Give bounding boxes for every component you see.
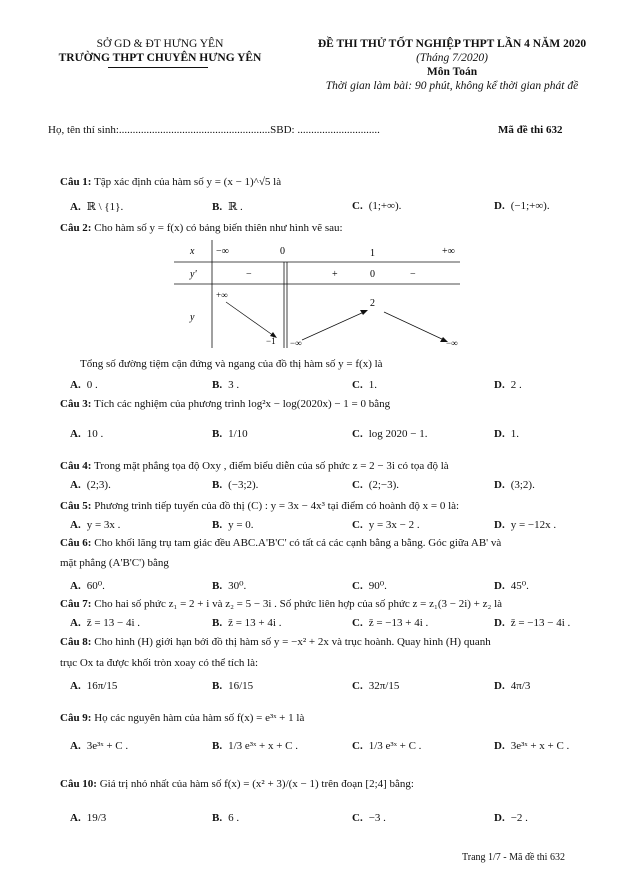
question-9: Câu 9: Họ các nguyên hàm của hàm số f(x) = e³ˣ + 1 là xyxy=(60,712,305,724)
question-7: Câu 7: Cho hai số phức z₁ = 2 + i và z₂ = 5 − 3i . Số phức liên hợp của số phức z = z₁(3 − 2i) + z₂ là xyxy=(60,598,503,610)
table-y-val-0: +∞ xyxy=(216,290,228,300)
q4-option-c[interactable]: C. (2;−3). xyxy=(352,479,400,491)
candidate-info: Họ, tên thí sinh:.......................................................SBD: .............................. xyxy=(48,124,380,136)
exam-title: ĐỀ THI THỬ TỐT NGHIỆP THPT LẦN 4 NĂM 2020 xyxy=(317,38,587,50)
exam-code: Mã đề thi 632 xyxy=(498,124,563,136)
page-footer: Trang 1/7 - Mã đề thi 632 xyxy=(462,852,565,863)
q3-option-b[interactable]: B. 1/10 xyxy=(212,428,248,440)
q5-option-d[interactable]: D. y = −12x . xyxy=(494,519,557,531)
q10-option-d[interactable]: D. −2 . xyxy=(494,812,528,824)
q10-option-a[interactable]: A. 19/3 xyxy=(70,812,107,824)
q4-option-d[interactable]: D. (3;2). xyxy=(494,479,535,491)
q10-option-b[interactable]: B. 6 . xyxy=(212,812,240,824)
q3-option-d[interactable]: D. 1. xyxy=(494,428,519,440)
question-4: Câu 4: Trong mặt phẳng tọa độ Oxy , điểm biểu diễn của số phức z = 2 − 3i có tọa độ là xyxy=(60,460,449,472)
q1-option-c[interactable]: C. (1;+∞). xyxy=(352,200,402,212)
q9-option-b[interactable]: B. 1/3 e³ˣ + x + C . xyxy=(212,740,299,752)
q9-option-a[interactable]: A. 3e³ˣ + C . xyxy=(70,740,129,752)
question-8: Câu 8: Cho hình (H) giới hạn bởi đồ thị hàm số y = −x² + 2x và trục hoành. Quay hình (H) quanh xyxy=(60,636,491,648)
table-x-val-1: 0 xyxy=(280,246,285,257)
question-6-line2: mặt phẳng (A'B'C') bằng xyxy=(60,557,169,569)
q7-option-c[interactable]: C. z̄ = −13 + 4i . xyxy=(352,617,429,629)
table-y-val-1: −1 xyxy=(266,336,276,346)
table-yp-val-1: + xyxy=(332,269,338,280)
q1-option-a[interactable]: A. ℝ \ {1}. xyxy=(70,201,124,213)
table-x-val-0: −∞ xyxy=(216,246,229,257)
q6-option-a[interactable]: A. 60⁰. xyxy=(70,580,105,592)
question-6: Câu 6: Cho khối lăng trụ tam giác đều ABC.A'B'C' có tất cả các cạnh bằng a bằng. Góc giữa AB' và xyxy=(60,537,502,549)
q6-option-b[interactable]: B. 30⁰. xyxy=(212,580,247,592)
question-3: Câu 3: Tích các nghiệm của phương trình log²x − log(2020x) − 1 = 0 bằng xyxy=(60,398,391,410)
q1-option-b[interactable]: B. ℝ . xyxy=(212,201,243,213)
q10-option-c[interactable]: C. −3 . xyxy=(352,812,386,824)
q8-option-d[interactable]: D. 4π/3 xyxy=(494,680,531,692)
question-1: Câu 1: Tập xác định của hàm số y = (x − 1)^√5 là xyxy=(60,176,282,188)
table-x-label: x xyxy=(190,246,195,257)
school-name: TRƯỜNG THPT CHUYÊN HƯNG YÊN xyxy=(58,52,262,64)
q8-option-b[interactable]: B. 16/15 xyxy=(212,680,254,692)
q3-option-a[interactable]: A. 10 . xyxy=(70,428,104,440)
table-y-label: y xyxy=(190,312,195,323)
exam-subject: Môn Toán xyxy=(426,66,478,78)
exam-time: Thời gian làm bài: 90 phút, không kể thời gian phát đề xyxy=(325,80,579,92)
question-2-after: Tổng số đường tiệm cận đứng và ngang của đồ thị hàm số y = f(x) là xyxy=(80,358,383,370)
q2-option-c[interactable]: C. 1. xyxy=(352,379,377,391)
table-y-val-4: −∞ xyxy=(446,338,458,348)
q6-option-c[interactable]: C. 90⁰. xyxy=(352,580,387,592)
q7-option-d[interactable]: D. z̄ = −13 − 4i . xyxy=(494,617,571,629)
q4-option-a[interactable]: A. (2;3). xyxy=(70,479,111,491)
variation-table xyxy=(174,240,460,348)
question-8-line2: trục Ox ta được khối tròn xoay có thể tích là: xyxy=(60,657,259,669)
table-yp-label: y' xyxy=(190,269,197,280)
q2-option-a[interactable]: A. 0 . xyxy=(70,379,98,391)
table-yp-val-0: − xyxy=(246,269,252,280)
q7-option-b[interactable]: B. z̄ = 13 + 4i . xyxy=(212,617,282,629)
table-y-val-2: −∞ xyxy=(290,338,302,348)
q2-option-d[interactable]: D. 2 . xyxy=(494,379,522,391)
q9-option-d[interactable]: D. 3e³ˣ + x + C . xyxy=(494,740,570,752)
q3-option-c[interactable]: C. log 2020 − 1. xyxy=(352,428,428,440)
table-y-val-3: 2 xyxy=(370,298,375,309)
table-x-val-2: 1 xyxy=(370,248,375,259)
table-yp-val-3: − xyxy=(410,269,416,280)
q2-option-b[interactable]: B. 3 . xyxy=(212,379,240,391)
q4-option-b[interactable]: B. (−3;2). xyxy=(212,479,259,491)
q5-option-c[interactable]: C. y = 3x − 2 . xyxy=(352,519,420,531)
q5-option-a[interactable]: A. y = 3x . xyxy=(70,519,121,531)
q8-option-a[interactable]: A. 16π/15 xyxy=(70,680,118,692)
question-2: Câu 2: Cho hàm số y = f(x) có bảng biến thiên như hình vẽ sau: xyxy=(60,222,343,234)
q8-option-c[interactable]: C. 32π/15 xyxy=(352,680,400,692)
q7-option-a[interactable]: A. z̄ = 13 − 4i . xyxy=(70,617,141,629)
q5-option-b[interactable]: B. y = 0. xyxy=(212,519,254,531)
school-underline xyxy=(108,67,208,68)
table-yp-val-2: 0 xyxy=(370,269,375,280)
q9-option-c[interactable]: C. 1/3 e³ˣ + C . xyxy=(352,740,422,752)
exam-month: (Tháng 7/2020) xyxy=(416,52,488,64)
table-x-val-3: +∞ xyxy=(442,246,455,257)
question-10: Câu 10: Giá trị nhỏ nhất của hàm số f(x) = (x² + 3)/(x − 1) trên đoạn [2;4] bằng: xyxy=(60,778,414,790)
q6-option-d[interactable]: D. 45⁰. xyxy=(494,580,529,592)
q1-option-d[interactable]: D. (−1;+∞). xyxy=(494,200,550,212)
dept-name: SỞ GD & ĐT HƯNG YÊN xyxy=(96,38,224,50)
question-5: Câu 5: Phương trình tiếp tuyến của đồ thị (C) : y = 3x − 4x³ tại điểm có hoành độ x = 0 là: xyxy=(60,500,460,512)
